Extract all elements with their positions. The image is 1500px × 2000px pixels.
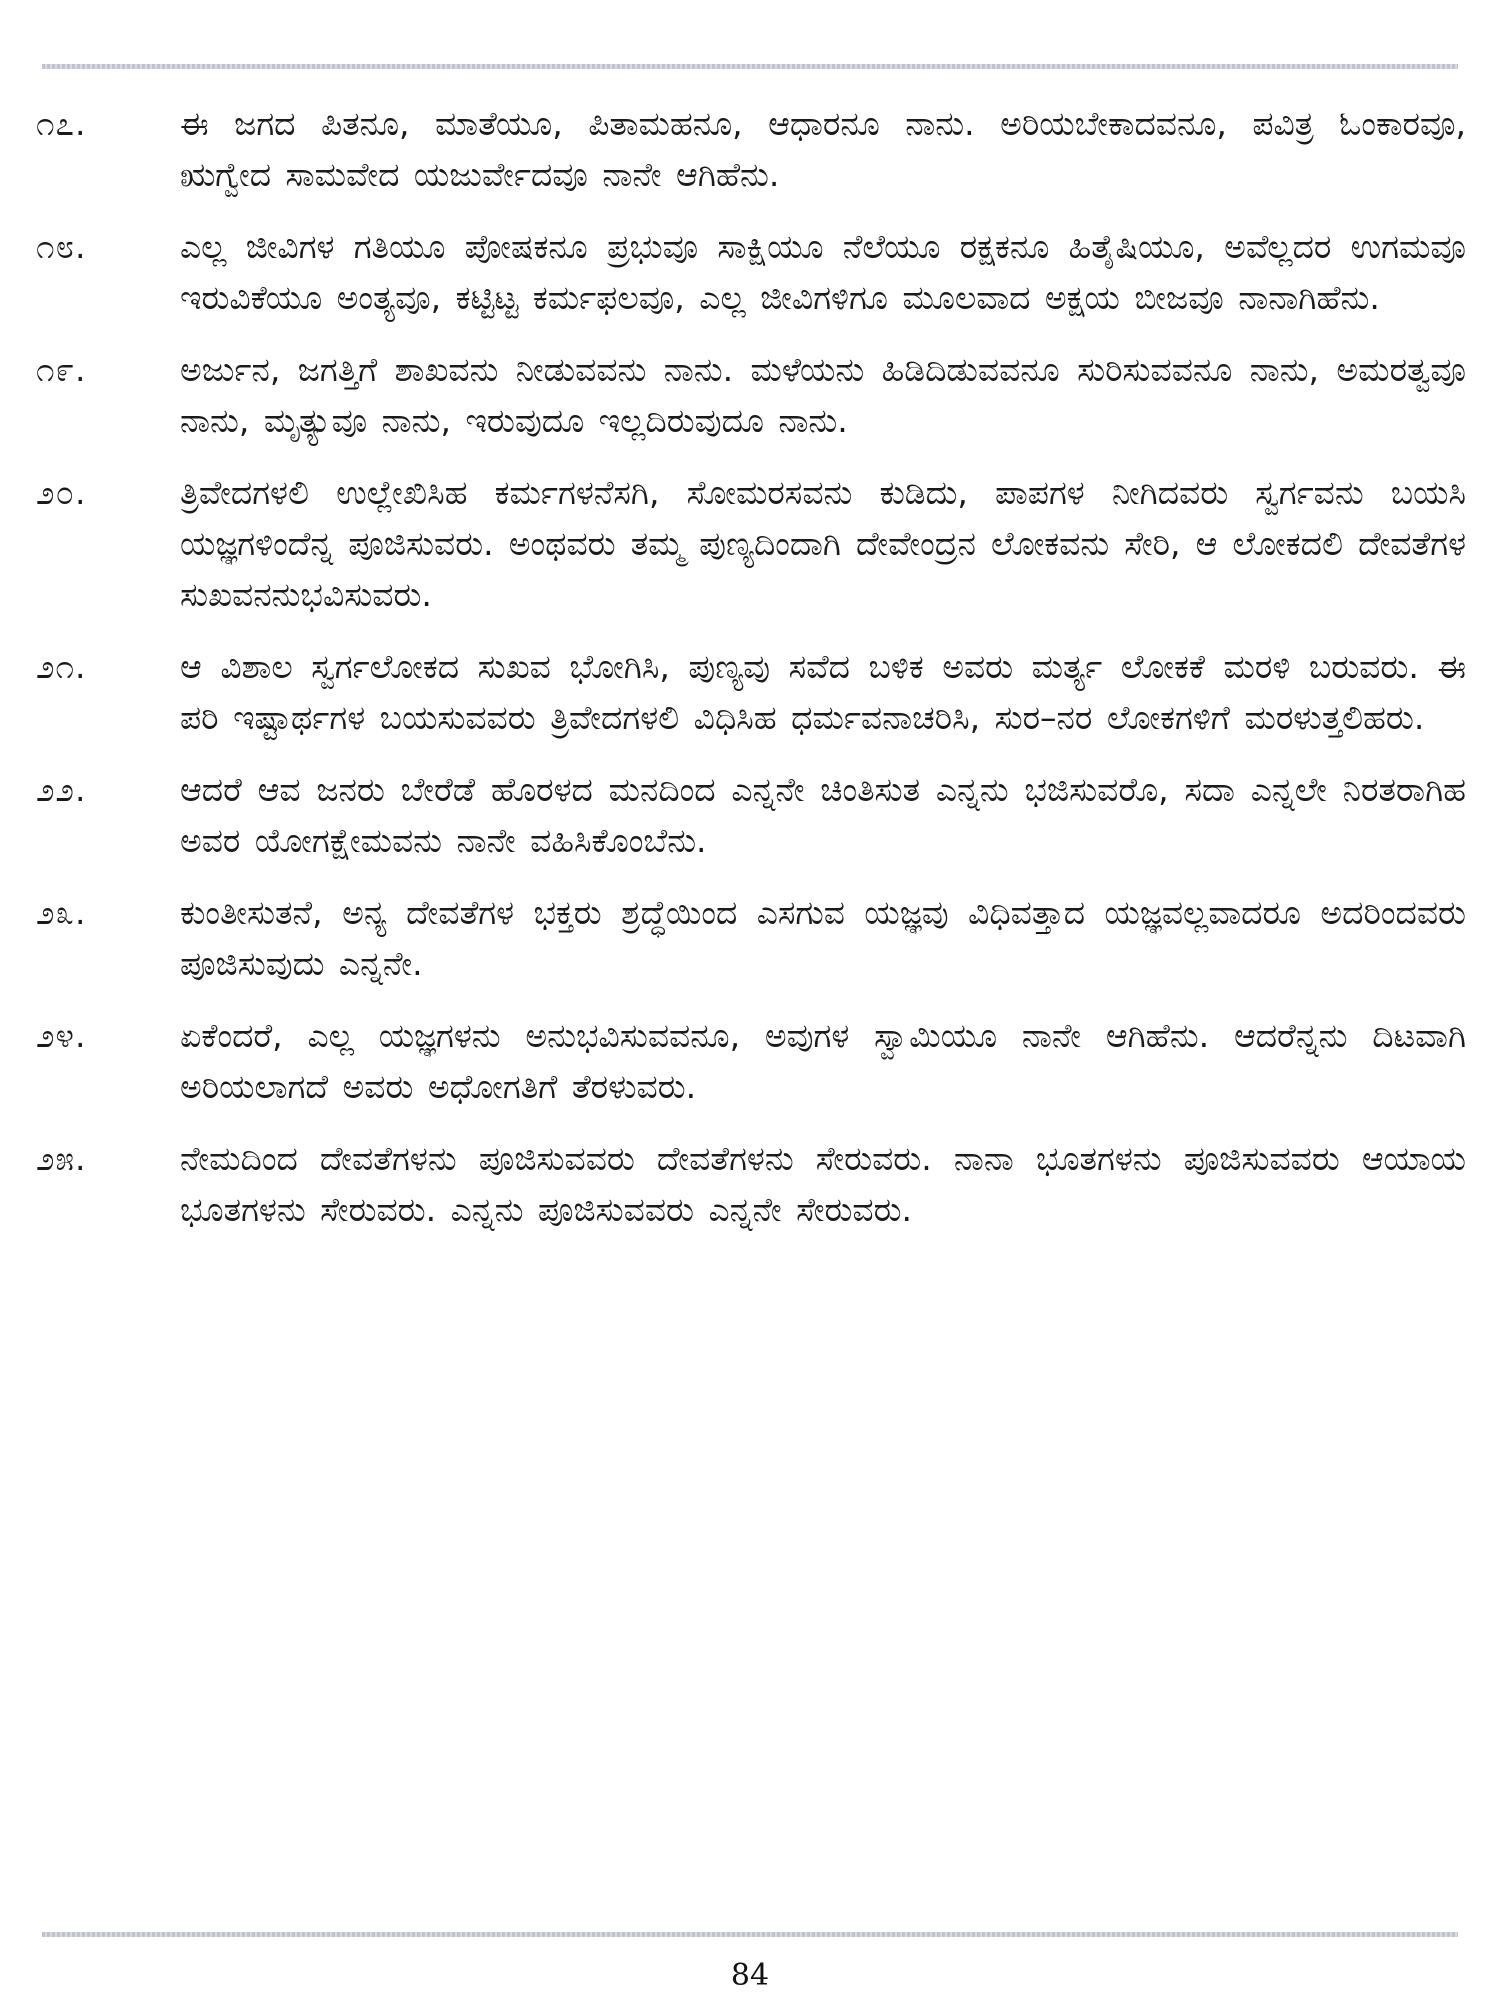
verse: [36, 467, 1466, 620]
verse: [36, 1133, 1466, 1235]
verse-text: ಆ ವಿಶಾಲ ಸ್ವರ್ಗಲೋಕದ ಸುಖವ ಭೋಗಿಸಿ, ಪುಣ್ಯವು ಸವೆದ ಬಳಿಕ ಅವರು ಮರ್ತ್ಯ ಲೋಕಕೆ ಮರಳಿ ಬರುವರು. ಈ ಪರಿ ಇಷ್ಟಾರ್ಥಗಳ ಬಯಸುವವರು ತ್ರಿವೇದಗಳಲಿ ವಿಧಿಸಿಹ ಧರ್ಮವನಾಚರಿಸಿ, ಸುರ–ನರ ಲೋಕಗಳಿಗೆ ಮರಳುತ್ತಲಿಹರು.: [180, 647, 1466, 737]
verse-number: ೧೭.: [36, 104, 87, 143]
page-number: 84: [730, 1958, 770, 1993]
verse: [36, 764, 1466, 866]
verse-number: ೨೫.: [36, 1139, 87, 1178]
top-divider: [42, 64, 1458, 69]
verse-text: ಏಕೆಂದರೆ, ಎಲ್ಲ ಯಜ್ಞಗಳನು ಅನುಭವಿಸುವವನೂ, ಅವುಗಳ ಸ್ವಾಮಿಯೂ ನಾನೇ ಆಗಿಹೆನು. ಆದರೆನ್ನನು ದಿಟವಾಗಿ ಅರಿಯಲಾಗದೆ ಅವರು ಅಧೋಗತಿಗೆ ತೆರಳುವರು.: [180, 1016, 1466, 1106]
verse-number: ೨೧.: [36, 647, 87, 686]
verse: [36, 98, 1466, 200]
verse-number: ೨೦.: [36, 473, 87, 512]
verse-text: ನೇಮದಿಂದ ದೇವತೆಗಳನು ಪೂಜಿಸುವವರು ದೇವತೆಗಳನು ಸೇರುವರು. ನಾನಾ ಭೂತಗಳನು ಪೂಜಿಸುವವರು ಆಯಾಯ ಭೂತಗಳನು ಸೇರುವರು. ಎನ್ನನು ಪೂಜಿಸುವವರು ಎನ್ನನೇ ಸೇರುವರು.: [180, 1139, 1466, 1229]
verse-text: ಕುಂತೀಸುತನೆ, ಅನ್ಯ ದೇವತೆಗಳ ಭಕ್ತರು ಶ್ರದ್ಧೆಯಿಂದ ಎಸಗುವ ಯಜ್ಞವು ವಿಧಿವತ್ತಾದ ಯಜ್ಞವಲ್ಲವಾದರೂ ಅದರಿಂದವರು ಪೂಜಿಸುವುದು ಎನ್ನನೇ.: [180, 893, 1466, 983]
verse-text: ಅರ್ಜುನ, ಜಗತ್ತಿಗೆ ಶಾಖವನು ನೀಡುವವನು ನಾನು. ಮಳೆಯನು ಹಿಡಿದಿಡುವವನೂ ಸುರಿಸುವವನೂ ನಾನು, ಅಮರತ್ವವೂ ನಾನು, ಮೃತ್ಯುವೂ ನಾನು, ಇರುವುದೂ ಇಲ್ಲದಿರುವುದೂ ನಾನು.: [180, 350, 1466, 440]
verse: [36, 1010, 1466, 1112]
verse-number: ೨೪.: [36, 1016, 87, 1055]
verse-text: ಎಲ್ಲ ಜೀವಿಗಳ ಗತಿಯೂ ಪೋಷಕನೂ ಪ್ರಭುವೂ ಸಾಕ್ಷಿಯೂ ನೆಲೆಯೂ ರಕ್ಷಕನೂ ಹಿತೈಷಿಯೂ, ಅವೆಲ್ಲದರ ಉಗಮವೂ ಇರುವಿಕೆಯೂ ಅಂತ್ಯವೂ, ಕಟ್ಟಿಟ್ಟ ಕರ್ಮಫಲವೂ, ಎಲ್ಲ ಜೀವಿಗಳಿಗೂ ಮೂಲವಾದ ಅಕ್ಷಯ ಬೀಜವೂ ನಾನಾಗಿಹೆನು.: [180, 227, 1466, 317]
verse: [36, 344, 1466, 446]
verse-number: ೨೨.: [36, 770, 87, 809]
verse-number: ೧೯.: [36, 350, 87, 389]
verse: [36, 221, 1466, 323]
verse-number: ೧೮.: [36, 227, 87, 266]
verse-number: ೨೩.: [36, 893, 87, 932]
verse-text: ತ್ರಿವೇದಗಳಲಿ ಉಲ್ಲೇಖಿಸಿಹ ಕರ್ಮಗಳನೆಸಗಿ, ಸೋಮರಸವನು ಕುಡಿದು, ಪಾಪಗಳ ನೀಗಿದವರು ಸ್ವರ್ಗವನು ಬಯಸಿ ಯಜ್ಞಗಳಿಂದೆನ್ನ ಪೂಜಿಸುವರು. ಅಂಥವರು ತಮ್ಮ ಪುಣ್ಯದಿಂದಾಗಿ ದೇವೇಂದ್ರನ ಲೋಕವನು ಸೇರಿ, ಆ ಲೋಕದಲಿ ದೇವತೆಗಳ ಸುಖವನನುಭವಿಸುವರು.: [180, 473, 1466, 614]
verse: [36, 887, 1466, 989]
verse-text: ಆದರೆ ಆವ ಜನರು ಬೇರೆಡೆ ಹೊರಳದ ಮನದಿಂದ ಎನ್ನನೇ ಚಿಂತಿಸುತ ಎನ್ನನು ಭಜಿಸುವರೊ, ಸದಾ ಎನ್ನಲೇ ನಿರತರಾಗಿಹ ಅವರ ಯೋಗಕ್ಷೇಮವನು ನಾನೇ ವಹಿಸಿಕೊಂಬೆನು.: [180, 770, 1466, 860]
bottom-divider: [42, 1932, 1458, 1937]
verse-list: [36, 98, 1466, 1235]
verse: [36, 641, 1466, 743]
verse-text: ಈ ಜಗದ ಪಿತನೂ, ಮಾತೆಯೂ, ಪಿತಾಮಹನೂ, ಆಧಾರನೂ ನಾನು. ಅರಿಯಬೇಕಾದವನೂ, ಪವಿತ್ರ ಓಂಕಾರವೂ, ಋಗ್ವೇದ ಸಾಮವೇದ ಯಜುರ್ವೇದವೂ ನಾನೇ ಆಗಿಹೆನು.: [180, 104, 1466, 194]
